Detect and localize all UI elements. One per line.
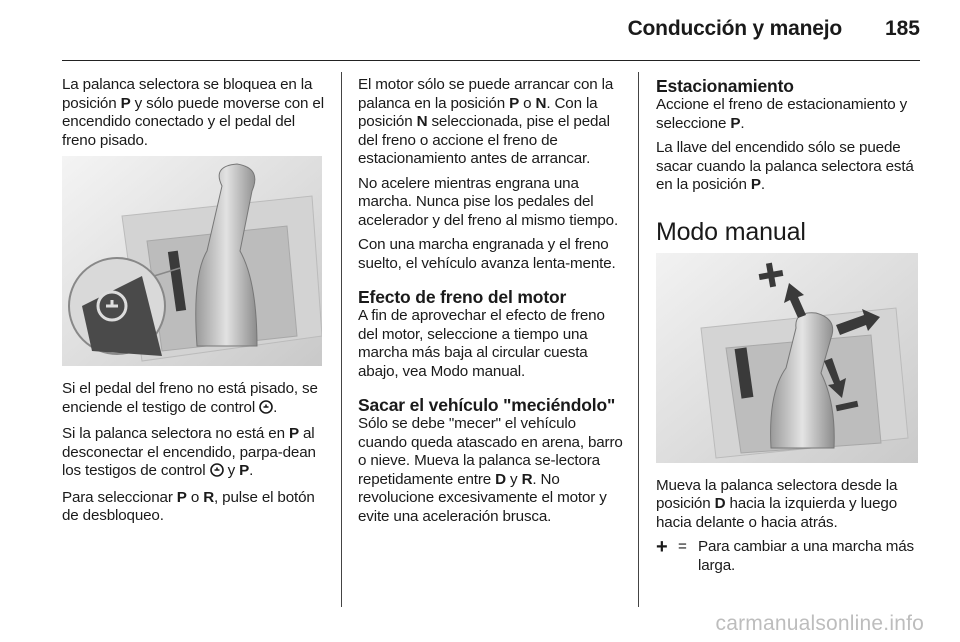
plus-definition <box>656 538 922 575</box>
paragraph-key-removal: La llave del encendido sólo se puede sacar cuando la palanca selectora está en la posición P. <box>656 139 914 193</box>
paragraph-brake-pedal: Si el pedal del freno no está pisado, se enciende el testigo de control . <box>62 380 324 419</box>
brake-pedal-warning-icon <box>259 400 273 420</box>
column-divider-2 <box>638 72 639 607</box>
figure-manual-mode <box>656 253 918 463</box>
page-header <box>0 0 960 60</box>
selector-lever-illustration <box>62 156 322 366</box>
paragraph-parking: Accione el freno de estacionamiento y seleccione P. <box>656 96 908 132</box>
heading-rocking: Sacar el vehículo "meciéndolo" <box>358 395 616 415</box>
brake-pedal-warning-icon-2 <box>210 463 224 483</box>
paragraph-lock: La palanca selectora se bloquea en la posición P y sólo puede moverse con el encendido conectado y el pedal del freno pisado. <box>62 76 324 149</box>
column-3 <box>656 76 922 575</box>
paragraph-warning-lights: Si la palanca selectora no está en P al desconectar el encendido, parpa-dean los testigos de control y P. <box>62 425 324 483</box>
paragraph-creep: Con una marcha engranada y el freno suelto, el vehículo avanza lenta-mente. <box>358 236 616 272</box>
page-number: 185 <box>884 17 920 40</box>
paragraph-manual-shift: Mueva la palanca selectora desde la posición D hacia la izquierda y luego hacia delante o hacia atrás. <box>656 476 898 531</box>
equals-sign: = <box>678 538 687 555</box>
heading-manual-mode: Modo manual <box>656 217 806 246</box>
paragraph-engine-start: El motor sólo se puede arrancar con la palanca en la posición P o N. Con la posición N seleccionada, pise el pedal del freno o accione el freno de estacionamiento antes de arrancar. <box>358 76 614 167</box>
plus-icon: + <box>656 536 668 558</box>
paragraph-unlock-button: Para seleccionar P o R, pulse el botón de desbloqueo. <box>62 488 315 524</box>
header-rule <box>62 60 920 61</box>
manual-mode-illustration <box>656 253 918 463</box>
heading-engine-brake: Efecto de freno del motor <box>358 287 567 307</box>
figure-selector-lever-lock <box>62 156 322 366</box>
page-title: Conducción y manejo <box>627 17 842 40</box>
paragraph-no-accelerate: No acelere mientras engrana una marcha. Nunca pise los pedales del acelerador y del freno al mismo tiempo. <box>358 174 619 229</box>
column-1 <box>62 76 324 532</box>
plus-description: Para cambiar a una marcha más larga. <box>698 538 914 574</box>
column-2 <box>358 76 624 532</box>
column-divider-1 <box>341 72 342 607</box>
paragraph-rocking: Sólo se debe "mecer" el vehículo cuando queda atascado en arena, barro o nieve. Mueva la palanca se-lectora repetidamente entre D y R. No revolucione excesivamente el motor y evite una aceleración brusca. <box>358 415 623 525</box>
watermark: carmanualsonline.info <box>715 612 924 635</box>
paragraph-engine-brake: A fin de aprovechar el efecto de freno del motor, seleccione a tiempo una marcha más baja al circular cuesta abajo, vea Modo manual. <box>358 307 605 380</box>
heading-parking: Estacionamiento <box>656 76 794 96</box>
